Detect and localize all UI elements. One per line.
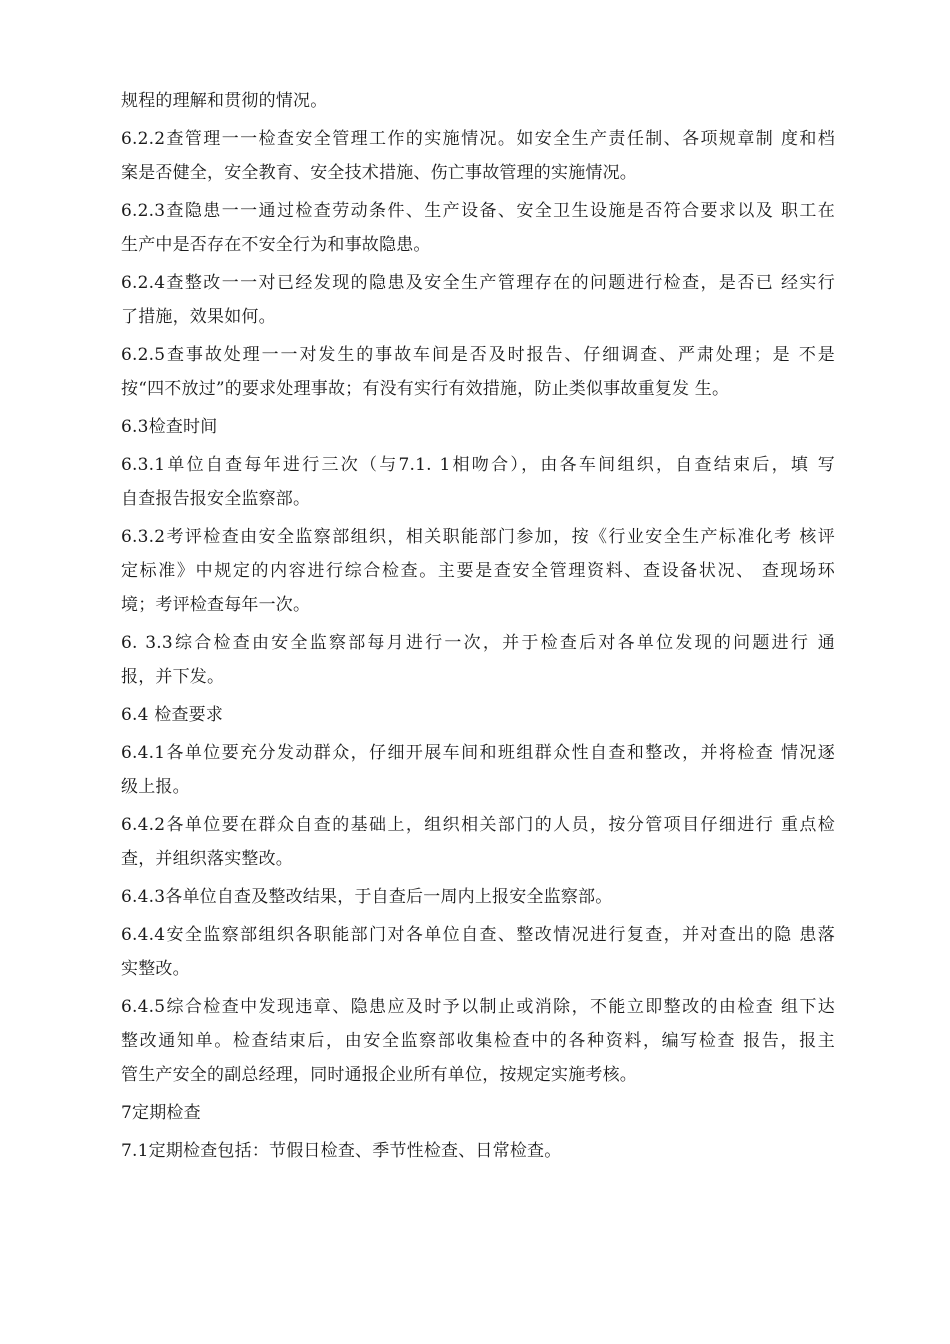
text-line: 查，并组织落实整改。 xyxy=(121,849,293,869)
paragraph xyxy=(121,84,835,118)
text-line: 6.2.2查管理一一检查安全管理工作的实施情况。如安全生产责任制、各项规章制 度和档 xyxy=(121,129,835,149)
text-line: 6.2.3查隐患一一通过检查劳动条件、生产设备、安全卫生设施是否符合要求以及 职工在 xyxy=(121,201,835,221)
paragraph xyxy=(121,918,835,986)
text-line: 7定期检查 xyxy=(121,1103,201,1123)
text-line: 6.4.2各单位要在群众自查的基础上，组织相关部门的人员，按分管项目仔细进行 重点检 xyxy=(121,815,835,835)
text-line: 6. 3.3综合检查由安全监察部每月进行一次，并于检查后对各单位发现的问题进行 通 xyxy=(121,633,835,653)
text-line: 级上报。 xyxy=(121,777,190,797)
text-line: 6.2.4查整改一一对已经发现的隐患及安全生产管理存在的问题进行检查，是否已 经实行 xyxy=(121,273,835,293)
text-line: 6.4.5综合检查中发现违章、隐患应及时予以制止或消除，不能立即整改的由检查 组下达 xyxy=(121,997,835,1017)
paragraph xyxy=(121,266,835,334)
paragraph xyxy=(121,626,835,694)
text-line: 6.4 检查要求 xyxy=(121,705,224,725)
text-line: 6.4.3各单位自查及整改结果，于自查后一周内上报安全监察部。 xyxy=(121,887,613,907)
text-line: 实整改。 xyxy=(121,959,190,979)
text-line: 了措施，效果如何。 xyxy=(121,307,276,327)
text-line: 6.3.1单位自查每年进行三次（与7.1. 1相吻合），由各车间组织，自查结束后，填 写 xyxy=(121,455,835,475)
text-line: 规程的理解和贯彻的情况。 xyxy=(121,91,328,111)
text-line: 7.1定期检查包括：节假日检查、季节性检查、日常检查。 xyxy=(121,1141,562,1161)
paragraph xyxy=(121,880,835,914)
text-line: 6.3检查时间 xyxy=(121,417,218,437)
paragraph xyxy=(121,698,835,732)
document-body xyxy=(121,84,835,1172)
paragraph xyxy=(121,808,835,876)
text-line: 按“四不放过”的要求处理事故；有没有实行有效措施，防止类似事故重复发 生。 xyxy=(121,379,730,399)
text-line: 6.4.4安全监察部组织各职能部门对各单位自查、整改情况进行复查，并对查出的隐 患落 xyxy=(121,925,835,945)
paragraph xyxy=(121,520,835,622)
text-line: 6.4.1各单位要充分发动群众，仔细开展车间和班组群众性自查和整改，并将检查 情况逐 xyxy=(121,743,835,763)
paragraph xyxy=(121,338,835,406)
text-line: 境；考评检查每年一次。 xyxy=(121,595,311,615)
text-line: 生产中是否存在不安全行为和事故隐患。 xyxy=(121,235,431,255)
paragraph xyxy=(121,122,835,190)
text-line: 管生产安全的副总经理，同时通报企业所有单位，按规定实施考核。 xyxy=(121,1065,637,1085)
text-line: 定标准》中规定的内容进行综合检查。主要是查安全管理资料、查设备状况、 查现场环 xyxy=(121,561,835,581)
text-line: 整改通知单。检查结束后，由安全监察部收集检查中的各种资料，编写检查 报告，报主 xyxy=(121,1031,835,1051)
text-line: 报，并下发。 xyxy=(121,667,225,687)
text-line: 案是否健全，安全教育、安全技术措施、伤亡事故管理的实施情况。 xyxy=(121,163,637,183)
text-line: 6.2.5查事故处理一一对发生的事故车间是否及时报告、仔细调查、严肃处理；是 不是 xyxy=(121,345,835,365)
paragraph xyxy=(121,990,835,1092)
paragraph xyxy=(121,1096,835,1130)
paragraph xyxy=(121,1134,835,1168)
paragraph xyxy=(121,194,835,262)
text-line: 自查报告报安全监察部。 xyxy=(121,489,311,509)
paragraph xyxy=(121,410,835,444)
paragraph xyxy=(121,736,835,804)
paragraph xyxy=(121,448,835,516)
text-line: 6.3.2考评检查由安全监察部组织，相关职能部门参加，按《行业安全生产标准化考 核评 xyxy=(121,527,835,547)
